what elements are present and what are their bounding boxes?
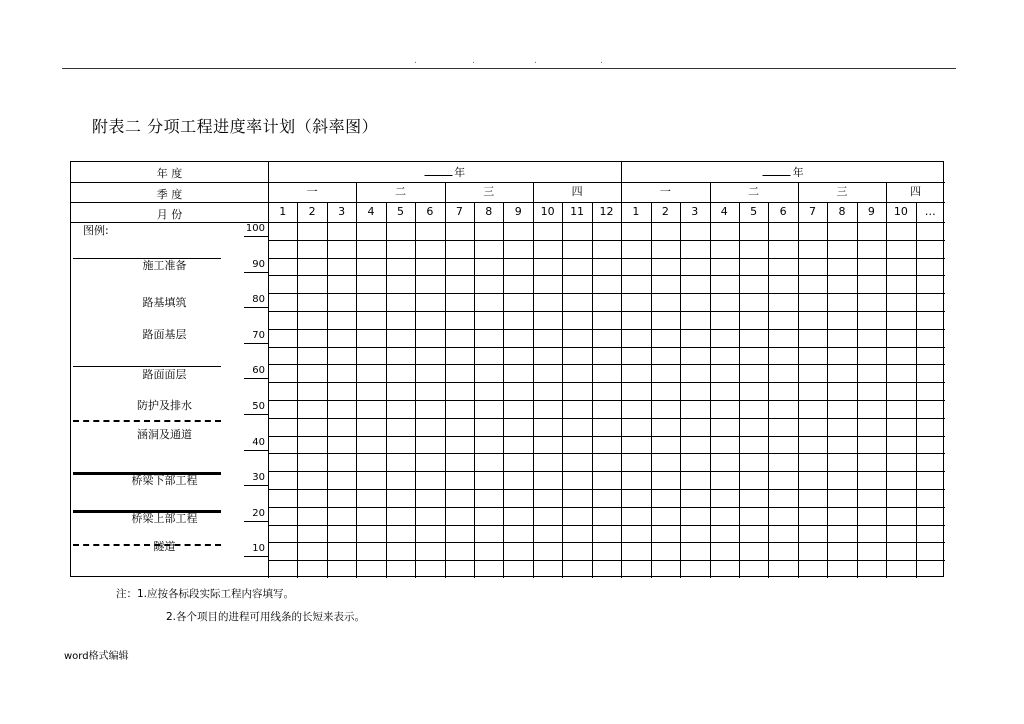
y-tick-mark — [244, 236, 268, 237]
body-row-line — [268, 364, 945, 365]
legend-label: 隧道 — [153, 540, 176, 553]
month-header: 5 — [750, 205, 758, 218]
legend-label: 防护及排水 — [137, 399, 192, 412]
body-row-line — [268, 347, 945, 348]
legend-line-dashed — [73, 420, 221, 422]
y-tick-mark — [244, 343, 268, 344]
footer-label: word格式编辑 — [64, 651, 129, 662]
body-row-line — [268, 382, 945, 383]
quarter-header: 一 — [306, 185, 318, 198]
month-header: 8 — [485, 205, 493, 218]
year-divider — [621, 162, 622, 182]
month-header: 2 — [661, 205, 669, 218]
y-tick-mark — [244, 414, 268, 415]
body-row-line — [268, 329, 945, 330]
month-header: 8 — [838, 205, 846, 218]
body-row-line — [268, 489, 945, 490]
header-dots — [380, 56, 680, 66]
legend-label: 涵洞及通道 — [137, 428, 192, 441]
month-header: 4 — [720, 205, 728, 218]
month-header: 10 — [893, 205, 908, 218]
month-header: 1 — [279, 205, 287, 218]
y-tick-label: 40 — [252, 436, 265, 448]
legend-label: 桥梁上部工程 — [131, 512, 198, 525]
row-label-month: 月 份 — [156, 208, 183, 221]
note-1: 注：1.应按各标段实际工程内容填写。 — [116, 588, 295, 600]
quarter-divider — [798, 182, 799, 202]
quarter-divider — [710, 182, 711, 202]
year-blank — [763, 166, 791, 176]
month-header: 5 — [396, 205, 404, 218]
page-title: 附表二 分项工程进度率计划（斜率图） — [92, 117, 379, 136]
month-header: 7 — [809, 205, 817, 218]
header-dot: . — [472, 56, 475, 66]
header-dot: . — [414, 56, 417, 66]
y-tick-label: 100 — [245, 223, 265, 234]
y-tick-label: 30 — [252, 472, 265, 484]
body-row-line — [268, 400, 945, 401]
year-suffix: 年 — [454, 166, 466, 179]
header-rule — [62, 68, 956, 69]
y-tick-label: 70 — [252, 329, 265, 341]
row-label-season: 季 度 — [156, 188, 183, 201]
year-suffix: 年 — [792, 166, 804, 179]
body-row-line — [268, 311, 945, 312]
legend-line-thick-solid — [73, 472, 221, 475]
legend-label: 桥梁下部工程 — [131, 474, 198, 487]
quarter-header: 二 — [394, 185, 406, 198]
y-tick-mark — [244, 378, 268, 379]
body-row-line — [268, 418, 945, 419]
quarter-divider — [533, 182, 534, 202]
y-tick-mark — [244, 521, 268, 522]
body-row-line — [268, 436, 945, 437]
header-dot: . — [534, 56, 537, 66]
quarter-header: 三 — [836, 185, 848, 198]
body-row-line — [268, 542, 945, 543]
y-tick-mark — [244, 556, 268, 557]
y-tick-mark — [244, 307, 268, 308]
header-divider-year — [71, 182, 945, 183]
year-blank — [424, 166, 452, 176]
progress-chart-table — [70, 161, 944, 577]
year-header — [763, 166, 804, 179]
y-tick-mark — [244, 272, 268, 273]
month-header: 7 — [455, 205, 463, 218]
body-row-line — [268, 507, 945, 508]
header-divider-month — [71, 222, 945, 223]
row-label-year: 年 度 — [156, 167, 183, 180]
legend-line-thick-solid — [73, 510, 221, 513]
y-tick-label: 60 — [252, 365, 265, 377]
month-header: 3 — [691, 205, 699, 218]
y-tick-label: 90 — [252, 258, 265, 270]
quarter-header: 一 — [659, 185, 671, 198]
body-row-line — [268, 525, 945, 526]
header-divider-season — [71, 202, 945, 203]
month-header: 11 — [570, 205, 585, 218]
month-header: 6 — [779, 205, 787, 218]
quarter-header: 三 — [483, 185, 495, 198]
legend-label: 路面面层 — [142, 368, 187, 381]
note-2: 2.各个项目的进程可用线条的长短来表示。 — [166, 611, 366, 623]
legend-title: 图例: — [83, 224, 109, 237]
body-row-line — [268, 258, 945, 259]
y-tick-label: 10 — [252, 543, 265, 555]
y-tick-mark — [244, 450, 268, 451]
body-row-line — [268, 240, 945, 241]
month-header: 6 — [426, 205, 434, 218]
month-header: 9 — [514, 205, 522, 218]
body-row-line — [268, 560, 945, 561]
legend-label: 施工准备 — [142, 259, 187, 272]
header-dot: . — [600, 56, 603, 66]
month-header: 9 — [867, 205, 875, 218]
month-header: 2 — [308, 205, 316, 218]
quarter-header: 四 — [910, 185, 922, 198]
body-row-line — [268, 275, 945, 276]
y-tick-label: 20 — [252, 507, 265, 519]
quarter-divider — [356, 182, 357, 202]
month-header: 10 — [540, 205, 555, 218]
body-row-line — [268, 471, 945, 472]
month-header: 1 — [632, 205, 640, 218]
legend-line-thin-solid — [73, 258, 221, 259]
body-row-line — [268, 453, 945, 454]
y-tick-mark — [244, 485, 268, 486]
legend-line-thin-solid — [73, 366, 221, 367]
quarter-header: 二 — [748, 185, 760, 198]
left-column-divider — [268, 162, 269, 578]
legend-label: 路基填筑 — [142, 296, 187, 309]
month-header: 4 — [367, 205, 375, 218]
y-tick-label: 50 — [252, 401, 265, 412]
quarter-divider — [621, 182, 622, 202]
month-header: 3 — [338, 205, 346, 218]
legend-line-dashed — [73, 544, 221, 546]
month-header: 12 — [599, 205, 614, 218]
quarter-divider — [886, 182, 887, 202]
year-header — [424, 166, 465, 179]
quarter-header: 四 — [571, 185, 583, 198]
body-row-line — [268, 293, 945, 294]
legend-label: 路面基层 — [142, 328, 187, 341]
month-header: … — [924, 205, 936, 218]
y-tick-label: 80 — [252, 294, 265, 306]
quarter-divider — [445, 182, 446, 202]
